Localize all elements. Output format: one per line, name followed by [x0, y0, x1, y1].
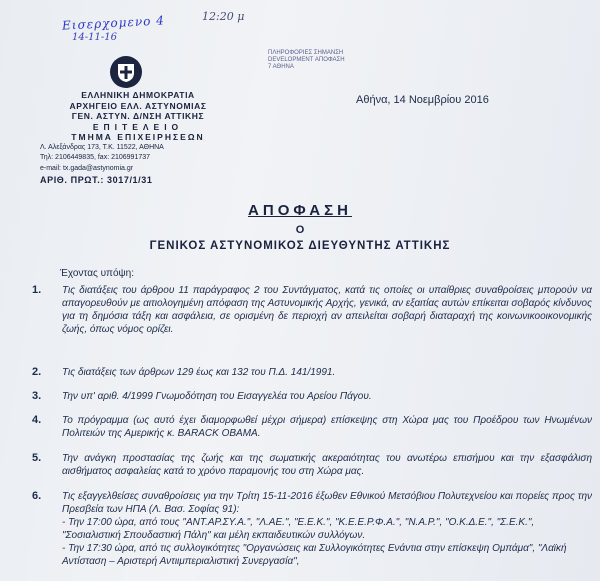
document-subtitle: ΓΕΝΙΚΟΣ ΑΣΤΥΝΟΜΙΚΟΣ ΔΙΕΥΘΥΝΤΗΣ ΑΤΤΙΚΗΣ: [149, 240, 451, 252]
list-item: [32, 284, 592, 336]
list-item: [32, 414, 592, 440]
handwritten-stamp-date: 14-11-16: [72, 32, 117, 43]
item-number: 1.: [32, 284, 42, 296]
info-stamp: [268, 50, 376, 71]
handwritten-receipt-stamp: [62, 10, 262, 50]
issuer-header: [38, 90, 238, 186]
item-subitem: - Την 17:00 ώρα, από τους "ΑΝΤ.ΑΡ.ΣΥ.Α.", "Λ.ΑΕ.", "Ε.Ε.Κ.", "Κ.Ε.Ε.Ρ.Φ.Α.", "Ν.Α.Ρ.", "Ο.Κ.Δ.Ε.", "Σ.Ε.Κ.", "Σοσιαλιστική Σπουδαστική Πάλη" και μέλη εκπαιδευτικών συλλόγων.: [62, 517, 535, 541]
header-phone: Τηλ: 2106449835, fax: 2106991737: [40, 154, 151, 161]
handwritten-stamp-text: Εισερχομενο 4: [61, 13, 166, 33]
item-text: Την υπ' αριθ. 4/1999 Γνωμοδότηση του Εισαγγελέα του Αρείου Πάγου.: [62, 391, 372, 402]
item-text: Τις εξαγγελθείσες συναθροίσεις για την Τρίτη 15-11-2016 έξωθεν Εθνικού Μετσόβιου Πολυτεχνείου και πορείες προς την Πρεσβεία των ΗΠΑ (Λ. Βασ. Σοφίας 91):: [62, 491, 592, 515]
handwritten-stamp-time: 12:20 μ: [202, 10, 245, 23]
header-address: Λ. Αλεξάνδρας 173, Τ.Κ. 11522, ΑΘΗΝΑ: [40, 143, 164, 151]
item-text: Τις διατάξεις του άρθρου 11 παράγραφος 2 του Συντάγματος, κατά τις οποίες οι υπαίθριες συναθροίσεις μπορούν να απαγορευθούν με αιτιολογημένη απόφαση της Αστυνομικής Αρχής, γενικά, αν εξαιτίας αυτών επίκειται σοβαρός κίνδυνος για τη δημόσια τάξη και ασφάλεια, σε ορισμένη δε περιοχή αν απειλείται σοβαρή διαταραχή της κοινωνικοοικονομικής ζωής, όπως νόμος ορίζει.: [62, 285, 592, 335]
info-stamp-line: ΠΛΗΡΟΦΟΡΙΕΣ ΣΗΜΑΝΣΗ: [268, 50, 344, 56]
list-item: [32, 390, 592, 403]
item-text: Την ανάγκη προστασίας της ζωής και της σωματικής ακεραιότητας του ανωτέρω επισήμου και την εξασφάλιση αισθήματος ασφαλείας κατά το χρόνο παραμονής του στη Χώρα μας.: [62, 453, 592, 477]
info-stamp-line: 7 ΑΘΗΝΑ: [268, 64, 294, 70]
info-stamp-line: DEVELOPMENT ΑΠΟΦΑΣΗ: [268, 57, 345, 63]
list-item: [32, 366, 592, 379]
item-subitem: - Την 17:30 ώρα, από τις συλλογικότητες "Οργανώσεις και Συλλογικότητες Ενάντια στην επίσκεψη Ομπάμα", "Λαϊκή Αντίσταση – Αριστερή Αντιιμπεριαλιστική Συνεργασία",: [62, 543, 567, 567]
item-number: 6.: [32, 490, 42, 502]
item-number: 3.: [32, 390, 42, 402]
item-number: 5.: [32, 452, 42, 464]
document-title: ΑΠΟΦΑΣΗ: [248, 202, 352, 219]
document-date: Αθήνα, 14 Νοεμβρίου 2016: [356, 94, 489, 106]
header-line: ΕΛΛΗΝΙΚΗ ΔΗΜΟΚΡΑΤΙΑ: [81, 90, 195, 100]
item-text: Τις διατάξεις των άρθρων 129 έως και 132 του Π.Δ. 141/1991.: [62, 367, 336, 378]
list-item: [32, 452, 592, 478]
header-line: ΑΡΧΗΓΕΙΟ ΕΛΛ. ΑΣΤΥΝΟΜΙΑΣ: [69, 100, 207, 111]
header-line: ΕΠΙΤΕΛΕΙΟ: [92, 121, 184, 132]
intro-text: Έχοντας υπόψη:: [60, 268, 134, 279]
item-text: Το πρόγραμμα (ως αυτό έχει διαμορφωθεί μέχρι σήμερα) επίσκεψης στη Χώρα μας του Προέδρου των Ηνωμένων Πολιτειών της Αμερικής κ. BARACK OBAMA.: [62, 415, 592, 439]
header-line: ΓΕΝ. ΑΣΤΥΝ. Δ/ΝΣΗ ΑΤΤΙΚΗΣ: [71, 111, 205, 121]
title-article: Ο: [295, 224, 305, 236]
header-email: e-mail: tx.gada@astynomia.gr: [40, 164, 134, 172]
header-line: ΤΜΗΜΑ ΕΠΙΧΕΙΡΗΣΕΩΝ: [71, 132, 205, 142]
list-item: [32, 490, 592, 568]
greek-coat-of-arms-icon: [110, 56, 142, 88]
item-number: 4.: [32, 414, 42, 426]
item-number: 2.: [32, 366, 42, 378]
protocol-number: ΑΡΙΘ. ΠΡΩΤ.: 3017/1/31: [40, 175, 153, 185]
